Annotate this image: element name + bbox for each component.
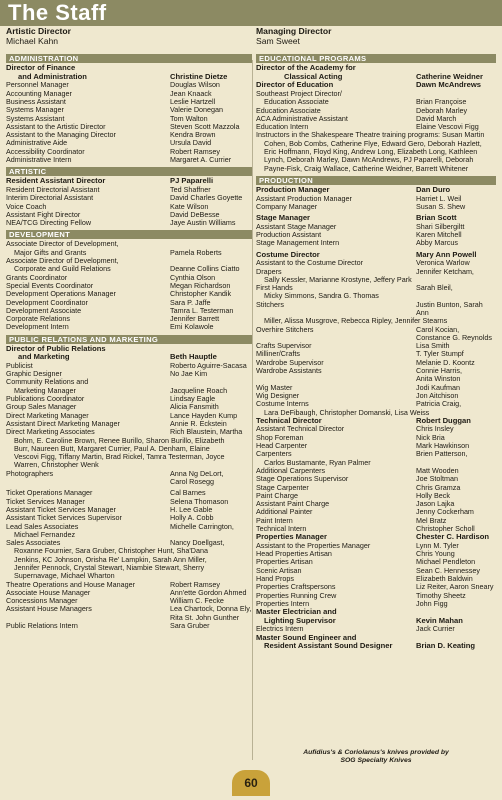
production-list	[256, 542, 496, 608]
person-name: Shari Silbergiltt	[416, 221, 465, 231]
section-heading-public-relations: PUBLIC RELATIONS AND MARKETING	[6, 335, 252, 344]
list-item: Marketing Manager Jacqueline Roach	[14, 385, 228, 395]
section-heading-production: PRODUCTION	[256, 176, 496, 185]
list-item: Major Gifts and Grants Pamela Roberts	[14, 247, 222, 257]
role-label: Accounting Manager	[6, 88, 72, 98]
managing-director-block	[256, 27, 496, 46]
person-name: Jennifer Barrett	[170, 314, 220, 324]
person-name: Brien Patterson,	[416, 449, 468, 459]
list-item: Associate Director of Development,	[6, 256, 119, 266]
person-name: Christopher Scholl	[416, 524, 475, 533]
list-item: Anita Winston	[416, 374, 461, 384]
person-name: H. Lee Gable	[170, 504, 213, 514]
production-list	[256, 259, 496, 276]
column-divider	[252, 60, 253, 760]
left-column	[6, 27, 252, 630]
role-label: Assistant to the Managing Director	[6, 130, 116, 140]
lead-role: Master Electrician and	[256, 607, 337, 617]
person-name: Michelle Carrington,	[170, 521, 234, 531]
wrapped-names: Eric Hoffmann, Floyd King, Andrew Long, Elizabeth Long, Kathleen	[264, 147, 478, 157]
role-label: Systems Manager	[6, 105, 64, 115]
list-item: Associate Director of Development,	[6, 239, 119, 249]
role-label: Systems Assistant	[6, 113, 65, 123]
right-column	[256, 27, 496, 651]
role-label: Additional Painter	[256, 507, 313, 517]
role-label: Technical Intern	[256, 524, 307, 533]
role-label: Stage Carpenter	[256, 482, 309, 492]
role-label: Head Properties Artisan	[256, 549, 332, 559]
person-name: Deborah Marley	[416, 105, 468, 115]
role-label: Publications Coordinator	[6, 394, 85, 404]
role-label: Assistant Fight Director	[6, 209, 81, 219]
role-label: Assistant Technical Director	[256, 424, 345, 434]
role-label: Milliner/Crafts	[256, 349, 300, 359]
role-label: Stage Operations Supervisor	[256, 474, 349, 484]
wrapped-names: Carlos Bustamante, Ryan Palmer	[264, 457, 371, 467]
person-name: Holly Beck	[416, 490, 450, 500]
role-label: Properties Intern	[256, 598, 310, 608]
person-name: Veronica Warlow	[416, 258, 470, 268]
role-label: Paint Intern	[256, 515, 293, 525]
person-name: Jennifer Ketcham,	[416, 266, 474, 276]
role-label: Assistant to the Properties Manager	[256, 540, 371, 550]
role-label: Wig Designer	[256, 390, 300, 400]
role-label: Costume Interns	[256, 399, 309, 409]
person-name: Elizabeth Baldwin	[416, 574, 473, 584]
role-label: Development Associate	[6, 305, 82, 315]
wrapped-names: Payne-Fisk, Craig Wallace, Catherine Weidner, Barrett Whitener	[264, 163, 469, 173]
list-item: Photographers Anna Ng DeLort,	[6, 468, 224, 478]
role-label: Associate House Manager	[6, 587, 91, 597]
role-label: Head Carpenter	[256, 441, 308, 451]
person-name: Chris Young	[416, 549, 455, 559]
instructors: Instructors in the Shakespeare Theatre training programs: Susan Martin	[256, 130, 485, 140]
wrapped-names: Supernavage, Michael Wharton	[14, 571, 115, 581]
person-name: Mark Hawkinson	[416, 441, 470, 451]
pr-list	[6, 581, 252, 614]
role-label: Additional Carpenters	[256, 465, 326, 475]
role-label: Education Intern	[256, 122, 309, 132]
person-name: Chris Insley	[416, 424, 454, 434]
role-label: Carpenters	[256, 449, 292, 459]
pr-list	[6, 362, 252, 379]
top-name: Sam Sweet	[256, 35, 300, 46]
person-name: Timothy Sheetz	[416, 590, 466, 600]
person-name: Ursula David	[170, 138, 212, 148]
list-item: Overhire Stitchers Carol Kocian,	[256, 324, 460, 334]
list-item: Corporate and Guild Relations Deanne Collins Ciatto	[14, 264, 240, 274]
section-heading-administration: ADMINISTRATION	[6, 54, 252, 63]
person-name: Robert Ramsey	[170, 146, 220, 156]
person-name: Ann'ette Gordon Ahmed	[170, 587, 247, 597]
person-name: Lance Hayden Kump	[170, 410, 238, 420]
list-item	[256, 239, 496, 247]
person-name: Joe Stoltman	[416, 474, 458, 484]
list-item: Rita St. John Gunther	[170, 612, 240, 622]
top-role: Artistic Director	[6, 26, 71, 36]
person-name: Mel Bratz	[416, 515, 447, 525]
production-list	[256, 425, 496, 458]
top-name: Michael Kahn	[6, 35, 59, 46]
person-name: Jon Aitchison	[416, 390, 459, 400]
role-label: Assistant to the Costume Director	[256, 258, 364, 268]
wrapped-names: Micky Simmons, Sandra G. Thomas	[264, 291, 379, 301]
pr-list	[6, 489, 252, 530]
role-label: Wardrobe Supervisor	[256, 357, 324, 367]
role-label: Assistant Stage Manager	[256, 221, 337, 231]
person-name: Kendra Brown	[170, 130, 216, 140]
lead-row: Technical Director Robert Duggan	[256, 415, 471, 425]
role-label: Shop Foreman	[256, 432, 304, 442]
role-label: Business Assistant	[6, 96, 66, 106]
person-name: Leslie Hartzell	[170, 96, 216, 106]
role-label: NEA/TCG Directing Fellow	[6, 218, 92, 228]
role-label: Assistant Direct Marketing Manager	[6, 418, 120, 428]
person-name: Liz Reiter, Aaron Sneary	[416, 582, 494, 592]
wrapped-names: Roxanne Fournier, Sara Gruber, Christopher Hunt, Sha'Dana	[14, 546, 208, 556]
list-item	[6, 156, 252, 164]
lead-row: Classical Acting Catherine Weidner	[284, 71, 483, 81]
role-label: Drapers	[256, 266, 282, 276]
role-label: Properties Running Crew	[256, 590, 337, 600]
role-label: Properties Craftspersons	[256, 582, 336, 592]
role-label: Hand Props	[256, 574, 294, 584]
person-name: Kate Wilson	[170, 201, 209, 211]
artistic-director-block	[6, 27, 252, 46]
production-list	[256, 223, 496, 248]
person-name: Lisa Smith	[416, 341, 450, 351]
person-name: David Charles Goyette	[170, 193, 243, 203]
lead-row: Resident Assistant Sound Designer Brian D. Keating	[264, 641, 476, 651]
lead-role: Director of Public Relations	[6, 343, 106, 353]
person-name: Alicia Fansmith	[170, 402, 219, 412]
person-name: Lindsay Eagle	[170, 394, 216, 404]
role-label: Ticket Services Manager	[6, 496, 85, 506]
section-heading-development: DEVELOPMENT	[6, 230, 252, 239]
role-label: Development Operations Manager	[6, 289, 116, 299]
person-name: Cal Barnes	[170, 488, 206, 498]
person-name: Susan S. Shew	[416, 201, 466, 211]
list-item: Education Associate Brian Françoise	[264, 97, 467, 107]
lead-row: Resident Assistant Director PJ Paparelli	[6, 176, 214, 186]
role-label: Resident Directorial Assistant	[6, 184, 100, 194]
person-name: Tamra L. Testerman	[170, 305, 234, 315]
wrapped-names: Cohen, Bob Combs, Catherine Flye, Edward Gero, Deborah Hazlett,	[264, 138, 482, 148]
list-item: Stitchers Justin Bunton, Sarah Ann	[256, 299, 483, 317]
person-name: Connie Harris,	[416, 366, 462, 376]
list-item: Carol Rosegg	[170, 477, 214, 487]
list-item	[6, 219, 252, 227]
person-name: Emi Kolawole	[170, 322, 214, 332]
list-item: Southeast Project Director/	[256, 88, 342, 98]
role-label: Education Associate	[256, 105, 321, 115]
role-label: Development Coordinator	[6, 297, 88, 307]
person-name: Rich Blaustein, Martha	[170, 427, 243, 437]
lead-row: Properties Manager Chester C. Hardison	[256, 532, 490, 542]
person-name: Matt Wooden	[416, 465, 459, 475]
person-name: T. Tyler Stumpf	[416, 349, 464, 359]
role-label: Development Intern	[6, 322, 69, 332]
person-name: Jaye Austin Williams	[170, 218, 236, 228]
person-name: David DeBesse	[170, 209, 220, 219]
development-list	[6, 274, 252, 332]
role-label: Interim Directorial Assistant	[6, 193, 94, 203]
role-label: Direct Marketing Manager	[6, 410, 89, 420]
person-name: Melanie D. Koontz	[416, 357, 475, 367]
person-name: Holly A. Cobb	[170, 513, 214, 523]
wrapped-names: Vescovi Figg, Tiffany Martin, Brad Rickel, Tamra Testerman, Joyce	[14, 452, 225, 462]
lead-row: and Marketing Beth Hauptle	[18, 352, 217, 362]
person-name: Steven Scott Mazzola	[170, 121, 240, 131]
person-name: Karen Mitchell	[416, 230, 462, 240]
pr-list	[6, 395, 252, 436]
person-name: David March	[416, 113, 457, 123]
lead-row: Costume Director Mary Ann Powell	[256, 249, 477, 259]
lead-role: Director of the Academy for	[256, 63, 356, 73]
person-name: Jodi Kaufman	[416, 382, 460, 392]
role-label: Wardrobe Assistants	[256, 366, 322, 376]
credit-footnote: Aufidius's & Coriolanus's knives provided by SOG Specialty Knives	[303, 749, 449, 764]
person-name: Nick Bria	[416, 432, 445, 442]
person-name: Cynthia Olson	[170, 272, 216, 282]
person-name: Abby Marcus	[416, 238, 458, 248]
person-name: Annie R. Eckstein	[170, 418, 227, 428]
role-label: Lead Sales Associates	[6, 521, 79, 531]
person-name: Christopher Kandik	[170, 289, 232, 299]
role-label: Administrative Aide	[6, 138, 68, 148]
page-number: 60	[244, 776, 258, 790]
person-name: Jason Lajka	[416, 499, 455, 509]
person-name: Lynn M. Tyler	[416, 540, 459, 550]
wrapped-names: Warren, Christopher Wenk	[14, 460, 99, 470]
lead-row: Stage Manager Brian Scott	[256, 213, 457, 223]
wrapped-names: Burr, Naureen Butt, Margaret Currier, Paul A. Denham, Elaine	[14, 443, 210, 453]
role-label: Company Manager	[256, 201, 318, 211]
person-name: Roberto Aguirre-Sacasa	[170, 360, 247, 370]
person-name: Robert Ramsey	[170, 579, 220, 589]
role-label: Voice Coach	[6, 201, 47, 211]
role-label: Accessibility Coordinator	[6, 146, 85, 156]
artistic-list	[6, 186, 252, 227]
list-item: Constance G. Reynolds	[416, 332, 492, 342]
person-name: Valerie Donegan	[170, 105, 224, 115]
lead-row: Director of Education Dawn McAndrews	[256, 80, 481, 90]
role-label: Direct Marketing Associates	[6, 427, 95, 437]
role-label: Assistant Production Manager	[256, 193, 352, 203]
person-name: Elaine Vescovi Figg	[416, 122, 479, 132]
role-label: Paint Charge	[256, 490, 298, 500]
role-label: Administrative Intern	[6, 155, 72, 165]
role-label: Graphic Designer	[6, 369, 62, 379]
list-item	[256, 203, 496, 211]
wrapped-names: Sally Kessler, Marianne Krostyne, Jeffery Park	[264, 274, 412, 284]
section-heading-artistic: ARTISTIC	[6, 167, 252, 176]
role-label: Corporate Relations	[6, 314, 70, 324]
role-label: Assistant House Managers	[6, 604, 92, 614]
role-label: Assistant Paint Charge	[256, 499, 330, 509]
role-label: Concessions Manager	[6, 596, 78, 606]
list-item: Public Relations Intern Sara Gruber	[6, 621, 210, 631]
wrapped-names: Jennifer Pennock, Crystal Stewart, Niambie Stewart, Sherry	[14, 563, 205, 572]
person-name: Jean Knaack	[170, 88, 212, 98]
role-label: Properties Artisan	[256, 557, 313, 567]
person-name: Chris Gramza	[416, 482, 461, 492]
production-list	[256, 467, 496, 533]
administration-list	[6, 81, 252, 164]
role-label: Group Sales Manager	[6, 402, 77, 412]
educational-list	[256, 107, 496, 132]
person-name: Douglas Wilson	[170, 80, 220, 90]
lead-row: Lighting Supervisor Kevin Mahan	[264, 615, 463, 625]
person-name: Margaret A. Currier	[170, 155, 232, 165]
person-name: Jenny Cockerham	[416, 507, 474, 517]
person-name: Ted Shaffner	[170, 184, 211, 194]
production-list	[256, 195, 496, 212]
role-label: Crafts Supervisor	[256, 341, 312, 351]
section-heading-educational: EDUCATIONAL PROGRAMS	[256, 54, 496, 63]
role-label: Stage Management Intern	[256, 238, 340, 248]
person-name: Selena Thomason	[170, 496, 229, 506]
lead-role: Director of Finance	[6, 63, 76, 73]
top-role: Managing Director	[256, 26, 332, 36]
lead-row: Production Manager Dan Duro	[256, 184, 451, 194]
person-name: No Jae Kim	[170, 369, 208, 379]
lead-row: and Administration Christine Dietze	[18, 71, 228, 81]
person-name: William C. Fecke	[170, 596, 224, 606]
person-name: Michael Pendleton	[416, 557, 476, 567]
role-label: Assistant Ticket Services Supervisor	[6, 513, 122, 523]
role-label: Scenic Artisan	[256, 565, 302, 575]
person-name: Lea Chartock, Donna Ely,	[170, 604, 252, 614]
wrapped-names: Jenkins, KC Johnson, Orisha Re' Lampkin, Sarah Ann Miller,	[14, 554, 207, 564]
person-name: John Figg	[416, 598, 448, 608]
role-label: Grants Coordinator	[6, 272, 68, 282]
role-label: Publicist	[6, 360, 33, 370]
wrapped-names: Lynch, Deborah Marley, Dawn McAndrews, PJ Paparelli, Deborah	[264, 155, 474, 165]
role-label: Ticket Operations Manager	[6, 488, 93, 498]
role-label: Wig Master	[256, 382, 293, 392]
role-label: Production Assistant	[256, 230, 322, 240]
wrapped-names: Bohm, E. Caroline Brown, Renee Burillo, Sharon Burillo, Elizabeth	[14, 435, 225, 445]
role-label: Assistant Ticket Services Manager	[6, 504, 116, 514]
person-name: Sara P. Jaffe	[170, 297, 211, 307]
list-item: Community Relations and	[6, 377, 89, 387]
person-name: Harriet L. Weil	[416, 193, 462, 203]
list-item: Sales Associates Nancy Doellgast,	[6, 538, 225, 548]
production-list	[256, 342, 496, 375]
person-name: Tom Walton	[170, 113, 208, 123]
list-item: First Hands Sarah Bleil,	[256, 283, 453, 293]
role-label: Assistant to the Artistic Director	[6, 121, 106, 131]
role-label: Theatre Operations and House Manager	[6, 579, 136, 589]
list-item	[6, 323, 252, 331]
list-item	[256, 367, 496, 375]
role-label: Personnel Manager	[6, 80, 69, 90]
person-name: Sean C. Hennessey	[416, 565, 480, 575]
person-name: Megan Richardson	[170, 280, 231, 290]
role-label: Special Events Coordinator	[6, 280, 94, 290]
list-item: Electrics Intern Jack Currier	[256, 624, 455, 634]
page-title: The Staff	[8, 0, 107, 25]
wrapped-names: Lara DeFibaugh, Christopher Domanski, Lisa Weiss	[264, 407, 430, 417]
production-list	[256, 384, 496, 409]
person-name: Patricia Craig,	[416, 399, 462, 409]
role-label: ACA Administrative Assistant	[256, 113, 348, 123]
wrapped-names: Michael Fernandez	[14, 529, 76, 539]
lead-role: Master Sound Engineer and	[256, 632, 357, 642]
wrapped-names: Miller, Alissa Musgrove, Rebecca Ripley, Jennifer Stearns	[264, 316, 448, 326]
